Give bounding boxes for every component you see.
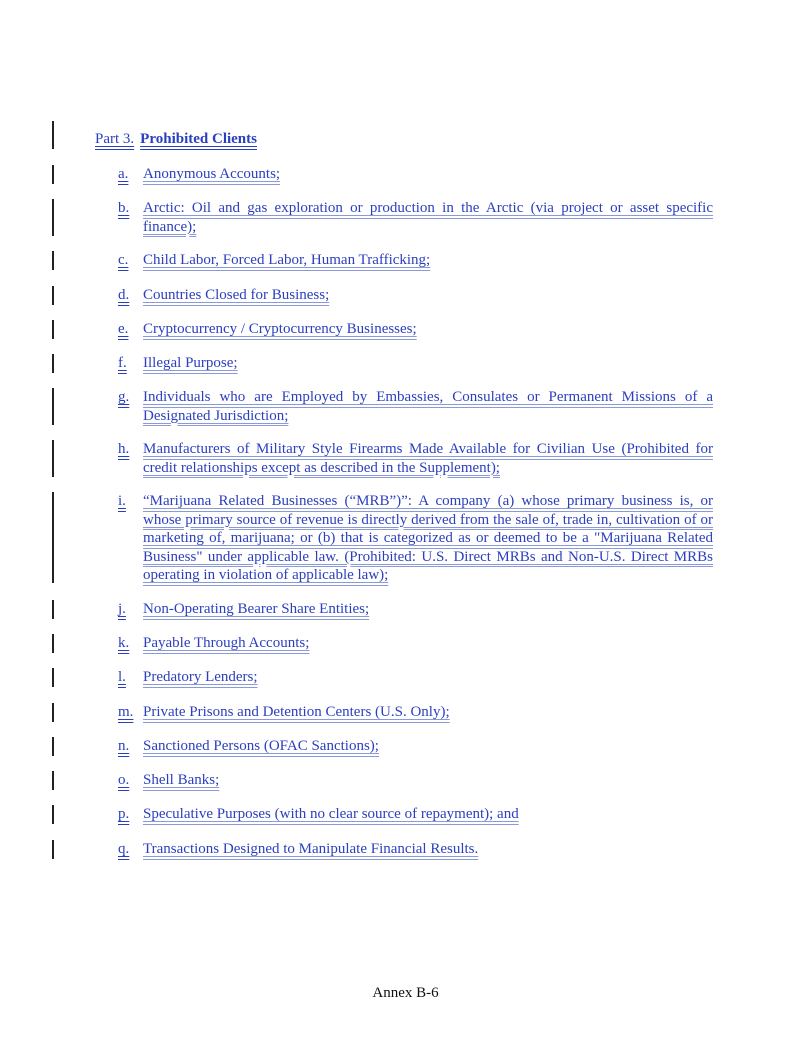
change-bar [52,440,54,477]
change-bar [52,320,54,339]
list-item [118,354,713,373]
change-bar [52,251,54,270]
list-item [118,199,713,236]
item-letter: q. [118,841,130,857]
item-letter: d. [118,287,130,303]
item-letter: h. [118,441,130,457]
item-text: Transactions Designed to Manipulate Financial Results. [143,841,479,857]
change-bar [52,286,54,305]
change-bar [52,388,54,425]
item-text: Payable Through Accounts; [143,635,310,651]
list-item [118,286,713,305]
item-text: Speculative Purposes (with no clear source of repayment); and [143,806,519,822]
item-text: Arctic: Oil and gas exploration or production in the Arctic (via project or asset specific finance); [143,200,713,235]
item-text: Individuals who are Employed by Embassies, Consulates or Permanent Missions of a Designated Jurisdiction; [143,389,713,424]
change-bar [52,668,54,687]
item-letter: k. [118,635,130,651]
list-item [118,840,713,859]
list-item [118,440,713,477]
item-text: Shell Banks; [143,772,220,788]
item-text: Private Prisons and Detention Centers (U.S. Only); [143,704,450,720]
change-bar [52,600,54,619]
list-item [118,805,713,824]
item-text: Predatory Lenders; [143,669,258,685]
change-bar [52,492,54,583]
page-footer: Annex B-6 [372,985,439,1001]
change-bar [52,121,54,149]
item-letter: j. [118,601,126,617]
list-item [118,771,713,790]
change-bar [52,703,54,722]
item-letter: m. [118,704,134,720]
item-letter: f. [118,355,127,371]
item-text: Countries Closed for Business; [143,287,330,303]
list-item [118,634,713,653]
change-bar [52,805,54,824]
list-item [118,251,713,270]
list-item [118,600,713,619]
list-item [118,320,713,339]
item-text: Non-Operating Bearer Share Entities; [143,601,370,617]
item-text: Sanctioned Persons (OFAC Sanctions); [143,738,379,754]
change-bar [52,199,54,236]
item-letter: i. [118,493,126,509]
list-item [118,388,713,425]
part-title: Prohibited Clients [140,131,257,147]
item-letter: b. [118,200,130,216]
item-letter: c. [118,252,129,268]
item-text: Child Labor, Forced Labor, Human Trafficking; [143,252,431,268]
item-text: Anonymous Accounts; [143,166,281,182]
change-bar [52,737,54,756]
item-letter: p. [118,806,130,822]
change-bar [52,840,54,859]
change-bar [52,634,54,653]
part-label: Part 3. [95,131,135,147]
list-item [118,668,713,687]
item-text: Cryptocurrency / Cryptocurrency Businesses; [143,321,417,337]
item-letter: o. [118,772,130,788]
item-text: Illegal Purpose; [143,355,238,371]
list-item [118,165,713,184]
item-letter: e. [118,321,129,337]
change-bar [52,354,54,373]
list-item [118,492,713,585]
section-heading [95,130,257,148]
item-letter: n. [118,738,130,754]
item-letter: a. [118,166,129,182]
list-item [118,737,713,756]
item-letter: g. [118,389,130,405]
item-text: “Marijuana Related Businesses (“MRB”)”: A company (a) whose primary business is, or whose primary source of revenue is directly derived from the sale of, trade in, cultivation of or marketing of, marijuana; or (b) that is categorized as or deemed to be a "Marijuana Related Business" under applicable law. (Prohibited: U.S. Direct MRBs and Non-U.S. Direct MRBs operating in violation of applicable law); [143,493,713,583]
list-item [118,703,713,722]
change-bar [52,771,54,790]
item-text: Manufacturers of Military Style Firearms Made Available for Civilian Use (Prohibited for credit relationships except as described in the Supplement); [143,441,713,476]
change-bar [52,165,54,184]
item-letter: l. [118,669,126,685]
